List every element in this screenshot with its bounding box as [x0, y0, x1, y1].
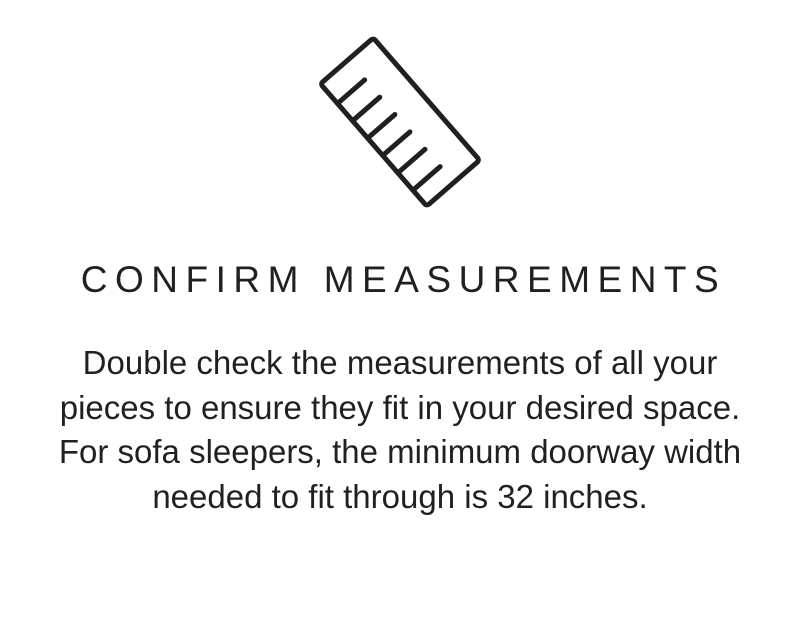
icon-area	[30, 22, 770, 222]
page-title: CONFIRM MEASUREMENTS	[80, 259, 727, 300]
ruler-icon	[305, 27, 495, 217]
body-text: Double check the measurements of all your pieces to ensure they fit in your desired space. For sofa sleepers, the minimum doorway width needed to fit through is 32 inches.	[58, 343, 742, 516]
